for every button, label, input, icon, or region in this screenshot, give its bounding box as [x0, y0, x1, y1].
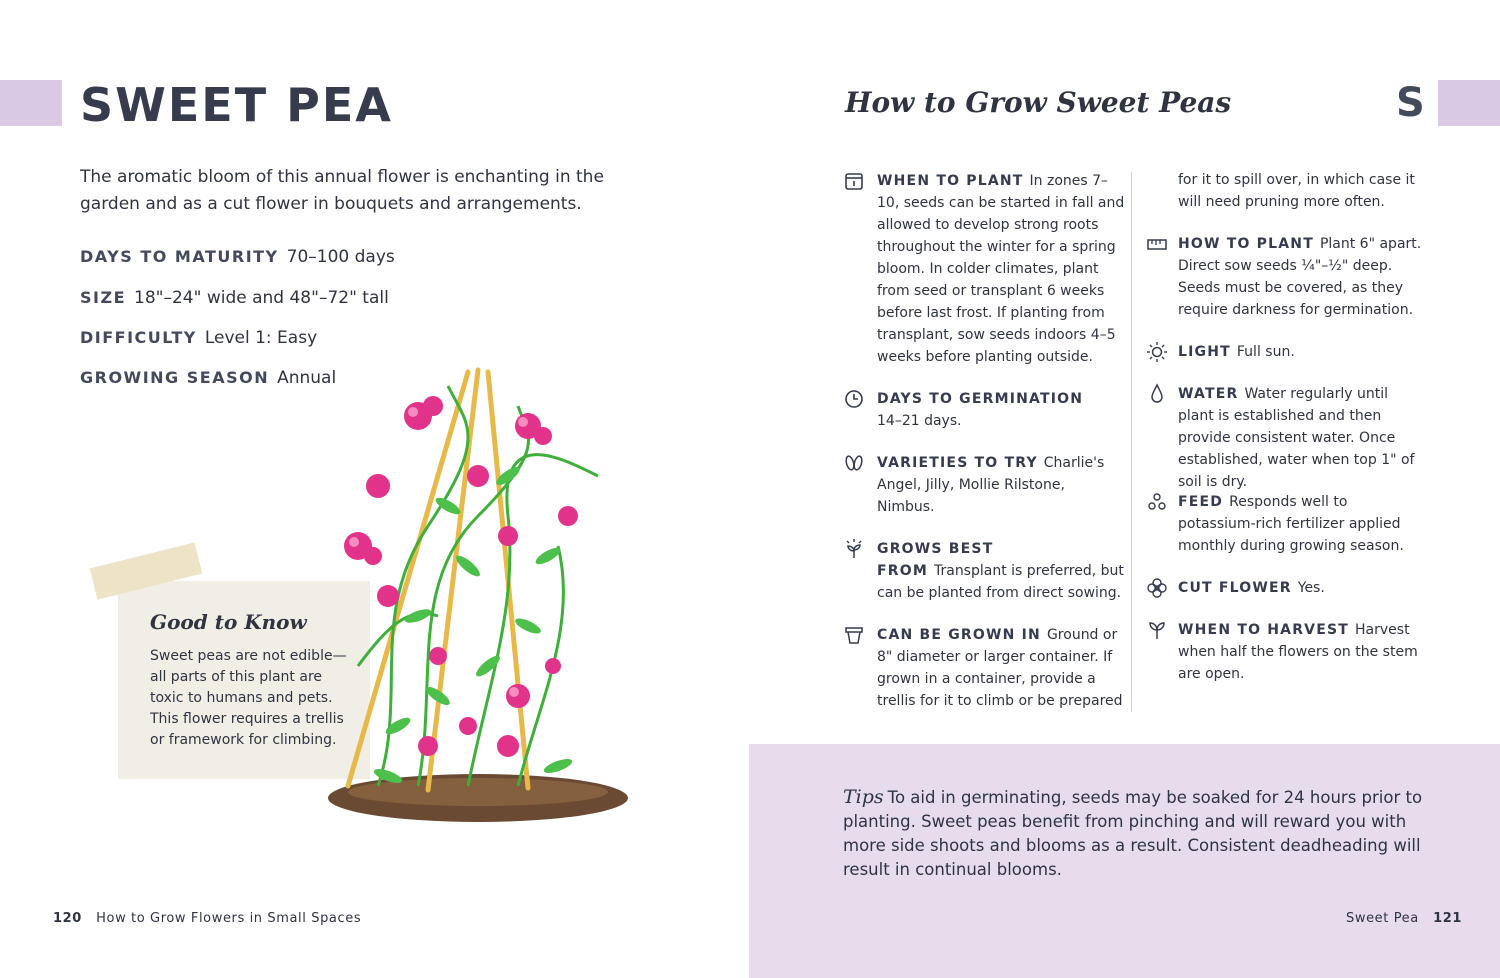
stat-value: Level 1: Easy [204, 328, 318, 348]
entry-days-to-germination [877, 388, 1125, 432]
stat-difficulty [80, 328, 317, 348]
entry-text: Harvest when half the flowers on the stem are open. [1178, 622, 1418, 682]
tips-box [843, 785, 1443, 882]
entry-label: HOW TO PLANT [1178, 236, 1314, 252]
sun-icon [1146, 341, 1168, 363]
entry-can-be-grown-in [877, 624, 1125, 712]
stat-label: GROWING SEASON [80, 368, 270, 387]
entry-label: DAYS TO GERMINATION [877, 391, 1084, 407]
entry-label: LIGHT [1178, 344, 1231, 360]
lavender-accent-left [0, 80, 62, 126]
entry-label: WHEN TO HARVEST [1178, 622, 1350, 638]
entry-label: GROWS BEST FROM [877, 541, 994, 579]
entry-text: Transplant is preferred, but can be planted from direct sowing. [877, 563, 1124, 601]
sweet-pea-illustration [318, 366, 630, 828]
entry-text: Full sun. [1236, 344, 1295, 360]
entry-how-to-plant [1178, 233, 1426, 321]
stat-value: 18"–24" wide and 48"–72" tall [134, 288, 389, 308]
entry-light [1178, 341, 1426, 363]
folio-right [1346, 911, 1462, 926]
calendar-icon [843, 170, 865, 192]
entry-text: 14–21 days. [877, 413, 962, 429]
chapter-running-head: Sweet Pea [1346, 911, 1419, 926]
tips-label: Tips [843, 786, 884, 808]
stat-label: SIZE [80, 288, 127, 307]
entry-text: Yes. [1297, 580, 1325, 596]
harvest-sprout-icon [1146, 619, 1168, 641]
tips-text: To aid in germinating, seeds may be soaked for 24 hours prior to planting. Sweet peas benefit from pinching and will reward you with more side shoots and blooms as a result. Consistent deadheading will result in continual blooms. [843, 788, 1423, 879]
entry-label: VARIETIES TO TRY [877, 455, 1038, 471]
entry-text: Charlie's Angel, Jilly, Mollie Rilstone, Nimbus. [877, 455, 1105, 515]
section-heading: How to Grow Sweet Peas [845, 86, 1232, 119]
folio-left [53, 911, 361, 926]
entry-label: CUT FLOWER [1178, 580, 1292, 596]
book-title-running-head: How to Grow Flowers in Small Spaces [96, 911, 362, 926]
entry-cut-flower [1178, 577, 1426, 599]
entry-text: Responds well to potassium-rich fertilizer applied monthly during growing season. [1178, 494, 1404, 554]
stat-value: Annual [277, 368, 337, 388]
good-to-know-title: Good to Know [150, 610, 307, 634]
entry-water [1178, 383, 1426, 493]
intro-paragraph: The aromatic bloom of this annual flower is enchanting in the garden and as a cut flower in bouquets and arrangements. [80, 167, 604, 214]
entry-varieties-to-try [877, 452, 1125, 518]
stat-value: 70–100 days [286, 247, 395, 267]
flower-icon [1146, 577, 1168, 599]
good-to-know-body: Sweet peas are not edible—all parts of this plant are toxic to humans and pets. This flower requires a trellis or framework for climbing. [150, 648, 347, 748]
page-number-left: 120 [53, 911, 82, 926]
entry-label: FEED [1178, 494, 1224, 510]
pot-icon [843, 624, 865, 646]
entry-when-to-harvest [1178, 619, 1426, 685]
fertilizer-icon [1146, 491, 1168, 513]
entry-when-to-plant [877, 170, 1125, 368]
entry-continued-text: for it to spill over, in which case it will need pruning more often. [1178, 172, 1415, 210]
seed-pair-icon [843, 452, 865, 474]
clock-icon [843, 388, 865, 410]
entry-label: WHEN TO PLANT [877, 173, 1024, 189]
stat-growing-season [80, 368, 336, 388]
alphabet-letter: S [1396, 80, 1425, 126]
stat-days-to-maturity [80, 247, 395, 267]
entry-text: Plant 6" apart. Direct sow seeds ¼"–½" deep. Seeds must be covered, as they require darkness for germination. [1178, 236, 1422, 318]
stat-size [80, 288, 389, 308]
ruler-icon [1146, 233, 1168, 255]
page-title: SWEET PEA [80, 78, 393, 132]
entry-label: WATER [1178, 386, 1239, 402]
lavender-accent-right [1438, 80, 1500, 126]
stat-label: DIFFICULTY [80, 328, 197, 347]
entry-text: In zones 7–10, seeds can be started in fall and allowed to develop strong roots throughout the winter for a spring bloom. In colder climates, plant from seed or transplant 6 weeks before last frost. If planting from transplant, sow seeds indoors 4–5 weeks before planting outside. [877, 173, 1125, 365]
entry-text: Water regularly until plant is established and then provide consistent water. Once established, water when top 1" of soil is dry. [1178, 386, 1415, 490]
water-drop-icon [1146, 383, 1168, 405]
column-divider [1131, 172, 1132, 712]
entry-grows-best-from [877, 538, 1125, 604]
entry-feed [1178, 491, 1426, 557]
stat-label: DAYS TO MATURITY [80, 247, 279, 266]
entry-text: Ground or 8" diameter or larger container. If grown in a container, provide a trellis for it to climb or be prepared [877, 627, 1123, 709]
sprout-sun-icon [843, 538, 865, 560]
entry-label: CAN BE GROWN IN [877, 627, 1041, 643]
page-number-right: 121 [1433, 911, 1462, 926]
